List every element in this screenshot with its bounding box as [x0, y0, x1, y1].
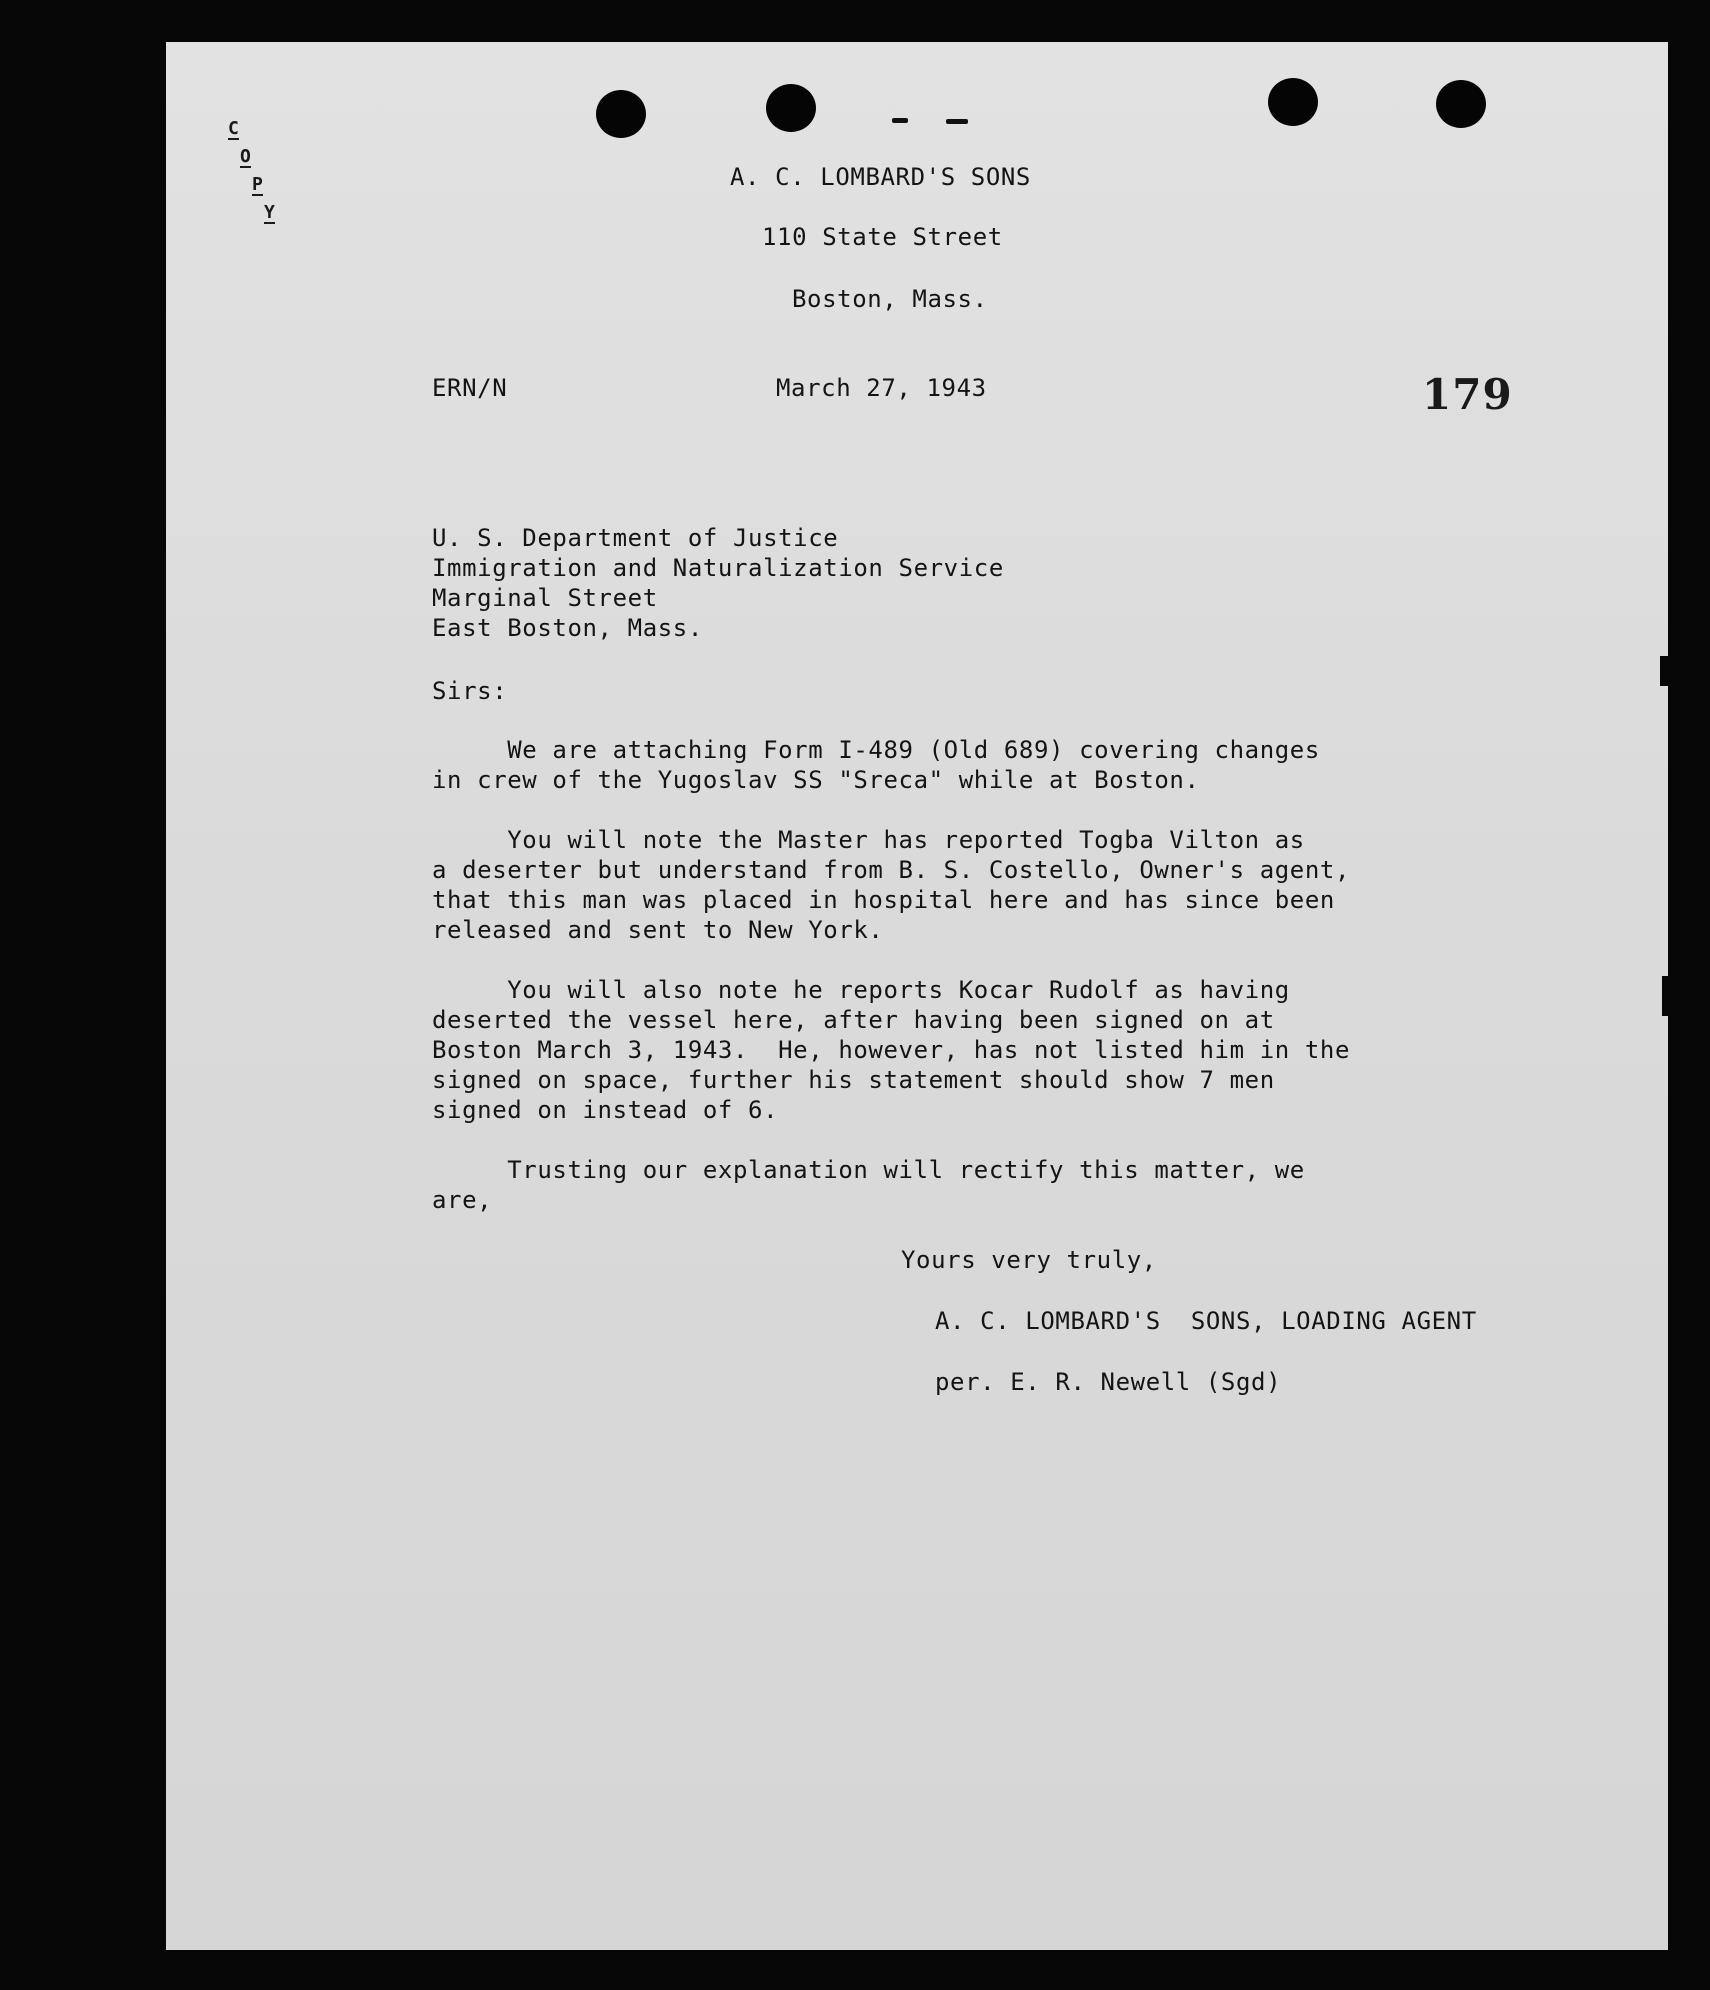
body-line: signed on instead of 6.	[432, 1096, 779, 1124]
body-line: Boston March 3, 1943. He, however, has not listed him in the	[432, 1036, 1351, 1064]
punch-hole	[766, 84, 816, 132]
pencil-mark	[892, 118, 908, 123]
copy-stamp-letter: O	[240, 146, 251, 167]
reference-initials: ERN/N	[432, 374, 508, 402]
body-line: You will also note he reports Kocar Rudolf as having	[432, 976, 1290, 1004]
letterhead-city: Boston, Mass.	[792, 285, 988, 313]
punch-hole	[596, 90, 646, 138]
page-edge-notch	[1660, 656, 1668, 686]
pencil-mark	[946, 119, 968, 124]
letter-date: March 27, 1943	[776, 374, 987, 402]
copy-stamp-letter: C	[228, 118, 239, 139]
copy-stamp-letter: P	[252, 174, 263, 195]
body-line: that this man was placed in hospital here and has since been	[432, 886, 1335, 914]
letterhead-street: 110 State Street	[762, 223, 1003, 251]
body-line: You will note the Master has reported Togba Vilton as	[432, 826, 1305, 854]
signature-person: per. E. R. Newell (Sgd)	[935, 1368, 1282, 1396]
body-line: released and sent to New York.	[432, 916, 884, 944]
body-line: We are attaching Form I-489 (Old 689) covering changes	[432, 736, 1320, 764]
punch-hole	[1268, 78, 1318, 126]
body-line: in crew of the Yugoslav SS "Sreca" while at Boston.	[432, 766, 1200, 794]
letterhead-company: A. C. LOMBARD'S SONS	[730, 163, 1031, 191]
punch-hole	[1436, 80, 1486, 128]
body-line: deserted the vessel here, after having been signed on at	[432, 1006, 1275, 1034]
salutation: Sirs:	[432, 677, 508, 705]
copy-stamp	[228, 120, 298, 240]
signature-company: A. C. LOMBARD'S SONS, LOADING AGENT	[935, 1307, 1477, 1335]
recipient-line: East Boston, Mass.	[432, 614, 703, 642]
recipient-line: U. S. Department of Justice	[432, 524, 839, 552]
complimentary-close: Yours very truly,	[901, 1246, 1157, 1274]
recipient-line: Immigration and Naturalization Service	[432, 554, 1004, 582]
page-number: 179	[1422, 370, 1513, 419]
page-edge-notch	[1662, 976, 1670, 1016]
body-line: are,	[432, 1186, 493, 1214]
copy-stamp-letter: Y	[264, 202, 275, 223]
body-line: a deserter but understand from B. S. Costello, Owner's agent,	[432, 856, 1351, 884]
body-line: signed on space, further his statement should show 7 men	[432, 1066, 1275, 1094]
body-line: Trusting our explanation will rectify this matter, we	[432, 1156, 1305, 1184]
letter-page	[166, 42, 1668, 1950]
recipient-line: Marginal Street	[432, 584, 658, 612]
